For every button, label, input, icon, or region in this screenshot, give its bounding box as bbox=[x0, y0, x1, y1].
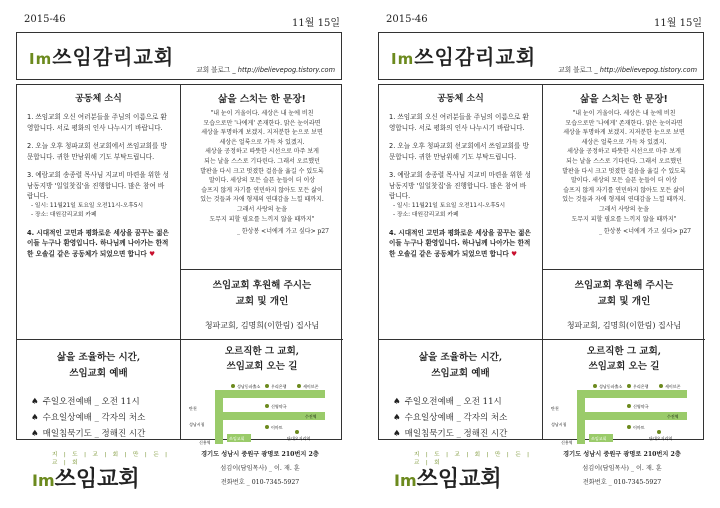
content-grid bbox=[378, 84, 704, 445]
quote-box bbox=[543, 85, 705, 269]
worship-item: ♠ 매일침묵기도 _ 정해진 시간 bbox=[31, 426, 180, 442]
news-item-date: - 일시: 11월21일 토요일 오전11시-오후5시 bbox=[393, 202, 506, 209]
quote-title: 삶을 스치는 한 문장! bbox=[218, 94, 306, 105]
directions-title: 오르직한 그 교회, 쓰임교회 오는 길 bbox=[586, 346, 662, 372]
content-grid bbox=[16, 84, 342, 445]
svg-text:성남시청: 성남시청 bbox=[551, 422, 567, 427]
church-logo: Im쓰임감리교회 bbox=[391, 45, 537, 69]
svg-text:성남동파출소: 성남동파출소 bbox=[599, 384, 623, 389]
news-item: 2. 오늘 오후 청파교회 선교회에서 쓰임교회를 방문합니다. 귀한 만남위해 기도 부탁드립니다. bbox=[389, 142, 529, 161]
svg-text:신흥역: 신흥역 bbox=[199, 440, 211, 445]
quote-source: _ 한상봉 <너에게 가고 싶다> p27 bbox=[236, 228, 329, 236]
quote-title: 삶을 스치는 한 문장! bbox=[580, 94, 668, 105]
svg-text:이마트: 이마트 bbox=[271, 425, 283, 430]
news-item: 1. 쓰임교회 오신 여러분들을 주님의 이름으로 환영합니다. 서로 평화의 인사 나누시기 바랍니다. bbox=[27, 113, 167, 132]
news-title: 공동체 소식 bbox=[437, 94, 484, 104]
svg-text:쓰임교회: 쓰임교회 bbox=[229, 436, 245, 441]
supporters-box bbox=[181, 270, 343, 339]
news-item-place: - 장소: 대원감리교회 카페 bbox=[31, 211, 97, 218]
directions-title: 오르직한 그 교회, 쓰임교회 오는 길 bbox=[224, 346, 300, 372]
svg-text:우리은행: 우리은행 bbox=[271, 384, 287, 389]
supporters-title: 쓰임교회 후원해 주시는 교회 및 개인 bbox=[574, 280, 674, 307]
issue-number: 2015-46 bbox=[386, 14, 428, 25]
svg-text:우리은행: 우리은행 bbox=[633, 384, 649, 389]
directions-box bbox=[181, 340, 343, 445]
news-item-place: - 장소: 대원감리교회 카페 bbox=[393, 211, 459, 218]
news-item: 1. 쓰임교회 오신 여러분들을 주님의 이름으로 환영합니다. 서로 평화의 인사 나누시기 바랍니다. bbox=[389, 113, 529, 132]
svg-text:세이브존: 세이브존 bbox=[303, 384, 319, 389]
svg-text:단대오거리역: 단대오거리역 bbox=[287, 436, 311, 441]
pastor-name: 섬김이(담임목사) _ 이. 재. 훈 bbox=[582, 465, 662, 472]
issue-number: 2015-46 bbox=[24, 14, 66, 25]
directions-map bbox=[187, 380, 337, 446]
news-item-date: - 일시: 11월21일 토요일 오전11시-오후5시 bbox=[31, 202, 144, 209]
quote-text: "내 눈이 거울이다. 세상은 내 눈에 비친 모습으로만 '나에게' 존재한다. 맑은 눈이라면 세상을 투명하게 보겠지. 지저분한 눈으로 보면 세상은 얼룩으로 가득 차 있겠지. 세상을 공정하고 따뜻한 시선으로 마주 보게 되는 날을 스스로 기다린다. 그래서 오르했던 발판을 다시 크고 멋졌한 걸음을 옮길 수 있도록 말이다. 세상의 모든 슬픈 눈들이 더 이상 슬프지 않게 자기를 연민하지 않아도 모든 삶이 있는 것들과 자애 형제의 연대감을 느낄 때까지. 그래서 사랑의 눈을 도무지 피할 필요를 느끼지 않을 때까지" bbox=[200, 110, 324, 223]
news-item: 4. 시대적인 고민과 평화로운 세상을 꿈꾸는 젊은이들 누구나 환영입니다. 하나님께 나아가는 한적한 오솔길 같은 공동체가 되었으면 합니다 ♥ bbox=[27, 228, 169, 258]
worship-item: ♠ 주일오전예배 _ 오전 11시 bbox=[31, 394, 180, 410]
pastor-name: 섬김이(담임목사) _ 이. 재. 훈 bbox=[220, 465, 300, 472]
svg-text:성남시청: 성남시청 bbox=[189, 422, 205, 427]
worship-item: ♠ 수요일상예배 _ 각자의 처소 bbox=[393, 410, 542, 426]
footer-info bbox=[170, 448, 350, 490]
community-news bbox=[17, 85, 180, 339]
worship-title: 삶을 조율하는 시간, 쓰임교회 예배 bbox=[56, 352, 141, 379]
community-news bbox=[379, 85, 542, 339]
masthead bbox=[16, 32, 342, 80]
news-item: 3. 예람교회 송종렬 목사님 지교비 마련을 위한 성남동지방 '일일찻집'을 진행합니다. 많은 참여 바랍니다. bbox=[389, 171, 531, 200]
quote-text: "내 눈이 거울이다. 세상은 내 눈에 비친 모습으로만 '나에게' 존재한다. 맑은 눈이라면 세상을 투명하게 보겠지. 지저분한 눈으로 보면 세상은 얼룩으로 가득 차 있겠지. 세상을 공정하고 따뜻한 시선으로 마주 보게 되는 날을 스스로 기다린다. 그래서 오르했던 발판을 다시 크고 멋졌한 걸음을 옮길 수 있도록 말이다. 세상의 모든 슬픈 눈들이 더 이상 슬프지 않게 자기를 연민하지 않아도 모든 삶이 있는 것들과 자애 형제의 연대감을 느낄 때까지. 그래서 사랑의 눈을 도무지 피할 필요를 느끼지 않을 때까지" bbox=[562, 110, 686, 223]
svg-text:세이브존: 세이브존 bbox=[665, 384, 681, 389]
church-logo: Im쓰임감리교회 bbox=[29, 45, 175, 69]
news-title: 공동체 소식 bbox=[75, 94, 122, 104]
bulletin-page-left bbox=[8, 0, 354, 508]
quote-source: _ 한상봉 <너에게 가고 싶다> p27 bbox=[598, 228, 691, 236]
svg-text:수진역: 수진역 bbox=[305, 414, 317, 419]
issue-date: 11월 15일 bbox=[654, 18, 702, 29]
blog-link[interactable]: 교회 블로그 _ http://ibelievepog.tistory.com bbox=[196, 66, 335, 74]
worship-item: ♠ 주일오전예배 _ 오전 11시 bbox=[393, 394, 542, 410]
worship-schedule bbox=[17, 340, 180, 440]
svg-text:수진역: 수진역 bbox=[667, 414, 679, 419]
phone-number: 전화번호 _ 010-7345-5927 bbox=[582, 479, 662, 486]
church-address: 경기도 성남시 중원구 광명로 210번지 2층 bbox=[563, 451, 681, 458]
issue-date: 11월 15일 bbox=[292, 18, 340, 29]
supporters-box bbox=[543, 270, 705, 339]
quote-box bbox=[181, 85, 343, 269]
news-item: 2. 오늘 오후 청파교회 선교회에서 쓰임교회를 방문합니다. 귀한 만남위해 기도 부탁드립니다. bbox=[27, 142, 167, 161]
footer-logo: 지 | 도 | 교 | 회 | 만 | 든 | 교 | 회 Im쓰임교회 bbox=[32, 452, 170, 492]
directions-box bbox=[543, 340, 705, 445]
svg-text:탄천: 탄천 bbox=[551, 406, 559, 411]
bulletin-page-right bbox=[370, 0, 716, 508]
masthead bbox=[378, 32, 704, 80]
svg-text:성남동파출소: 성남동파출소 bbox=[237, 384, 261, 389]
heart-icon: ♥ bbox=[149, 249, 155, 258]
svg-text:신영약국: 신영약국 bbox=[633, 404, 649, 409]
footer-logo: 지 | 도 | 교 | 회 | 만 | 든 | 교 | 회 Im쓰임교회 bbox=[394, 452, 532, 492]
church-address: 경기도 성남시 중원구 광명로 210번지 2층 bbox=[201, 451, 319, 458]
blog-link[interactable]: 교회 블로그 _ http://ibelievepog.tistory.com bbox=[558, 66, 697, 74]
phone-number: 전화번호 _ 010-7345-5927 bbox=[220, 479, 300, 486]
svg-text:쓰임교회: 쓰임교회 bbox=[591, 436, 607, 441]
supporters-list: 청파교회, 김명희(이한림) 집사님 bbox=[566, 321, 682, 330]
worship-title: 삶을 조율하는 시간, 쓰임교회 예배 bbox=[418, 352, 503, 379]
worship-item: ♠ 매일침묵기도 _ 정해진 시간 bbox=[393, 426, 542, 442]
supporters-list: 청파교회, 김명희(이한림) 집사님 bbox=[204, 321, 320, 330]
svg-text:신영약국: 신영약국 bbox=[271, 404, 287, 409]
svg-text:이마트: 이마트 bbox=[633, 425, 645, 430]
news-item: 3. 예람교회 송종렬 목사님 지교비 마련을 위한 성남동지방 '일일찻집'을 진행합니다. 많은 참여 바랍니다. bbox=[27, 171, 169, 200]
news-item: 4. 시대적인 고민과 평화로운 세상을 꿈꾸는 젊은이들 누구나 환영입니다. 하나님께 나아가는 한적한 오솔길 같은 공동체가 되었으면 합니다 ♥ bbox=[389, 228, 531, 258]
heart-icon: ♥ bbox=[511, 249, 517, 258]
worship-item: ♠ 수요일상예배 _ 각자의 처소 bbox=[31, 410, 180, 426]
svg-text:신흥역: 신흥역 bbox=[561, 440, 573, 445]
directions-map bbox=[549, 380, 699, 446]
footer-info bbox=[532, 448, 712, 490]
svg-text:단대오거리역: 단대오거리역 bbox=[649, 436, 673, 441]
svg-text:탄천: 탄천 bbox=[189, 406, 197, 411]
supporters-title: 쓰임교회 후원해 주시는 교회 및 개인 bbox=[212, 280, 312, 307]
worship-schedule bbox=[379, 340, 542, 440]
